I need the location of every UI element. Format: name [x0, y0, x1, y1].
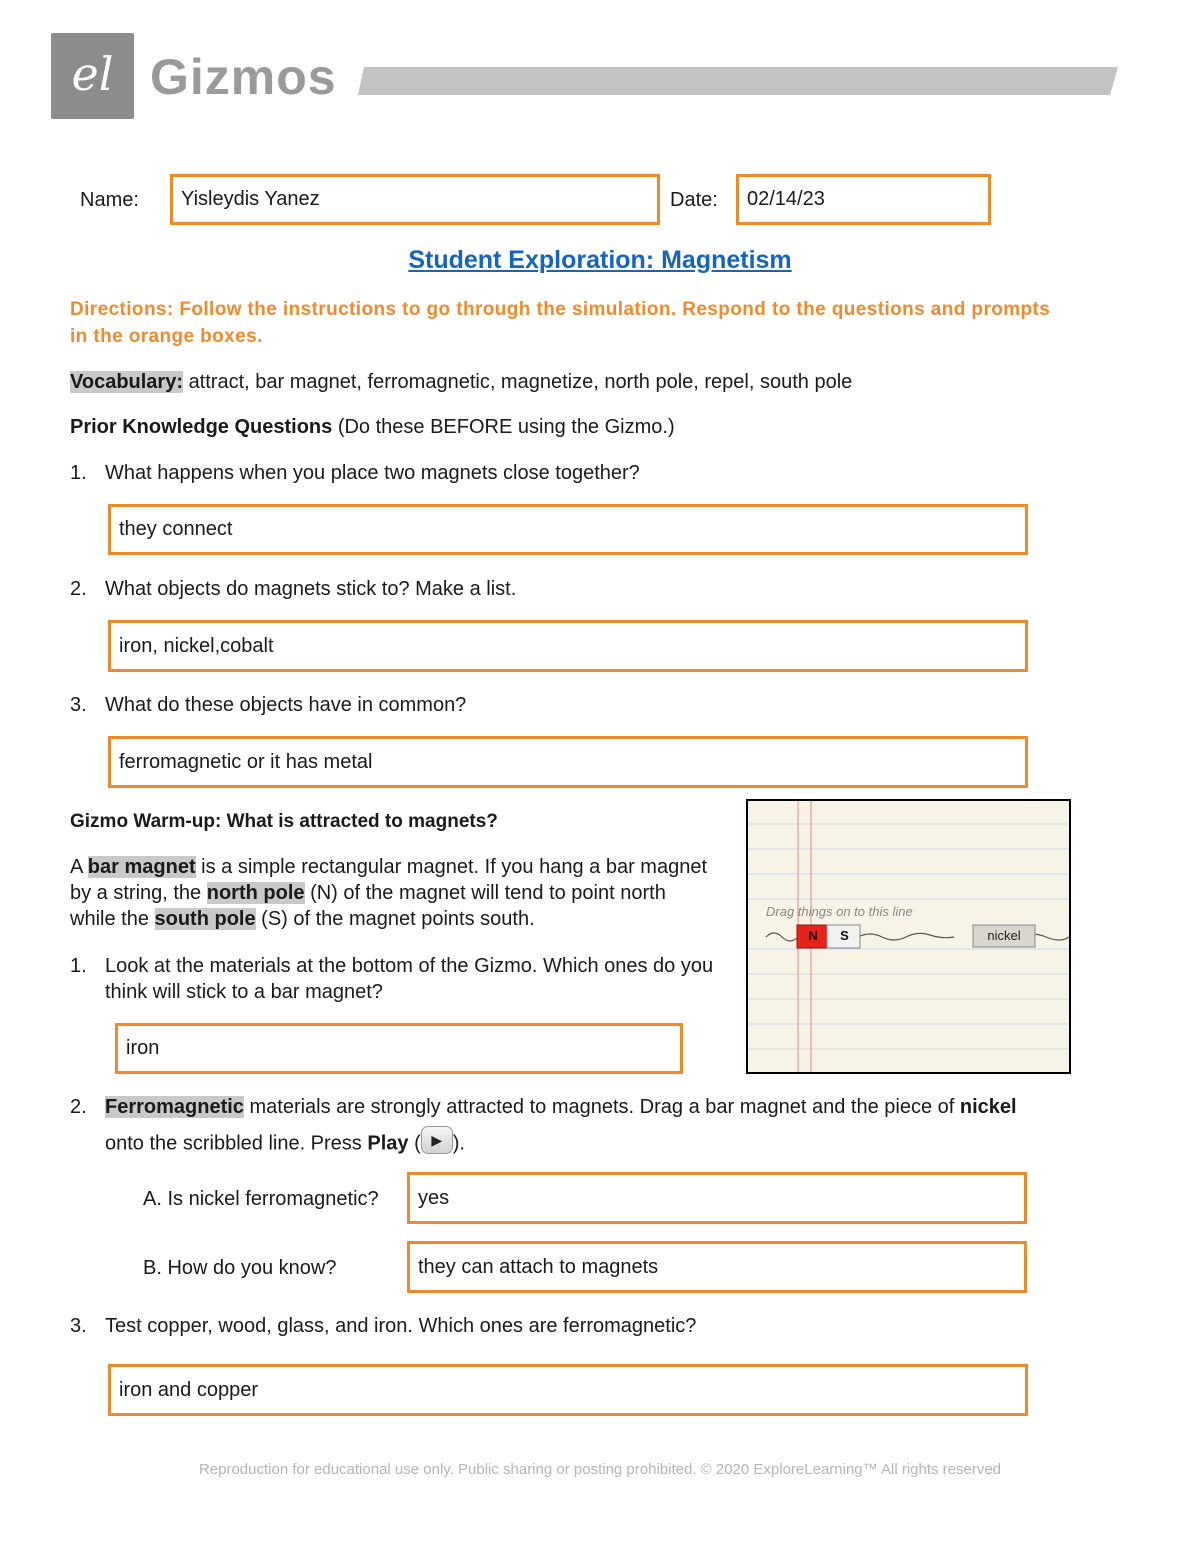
warmup-question-2-line1: Ferromagnetic materials are strongly attracted to magnets. Drag a bar magnet and the piece of nickel: [105, 1096, 1017, 1118]
nickel-label: nickel: [987, 928, 1021, 943]
name-label: Name:: [80, 189, 139, 211]
question-number: 2.: [70, 1096, 87, 1118]
gizmos-brand: Gizmos: [150, 49, 337, 105]
term-ferromagnetic: Ferromagnetic: [105, 1096, 244, 1118]
warmup-answer-3[interactable]: iron and copper: [108, 1364, 1028, 1416]
date-label: Date:: [670, 189, 718, 211]
prior-answer-1[interactable]: they connect: [108, 504, 1028, 555]
warmup-question-2-line2: onto the scribbled line. Press Play ( ▶ ).: [105, 1130, 465, 1158]
warmup-question-1: Look at the materials at the bottom of the Gizmo. Which ones do you think will stick to a bar magnet?: [105, 955, 714, 1003]
warmup-paragraph: A bar magnet is a simple rectangular magnet. If you hang a bar magnet by a string, the north pole (N) of the magnet will tend to point north while the south pole (S) of the magnet points south.: [70, 856, 708, 930]
prior-knowledge-heading: Prior Knowledge Questions (Do these BEFORE using the Gizmo.): [70, 416, 675, 438]
term-bar-magnet: bar magnet: [87, 856, 196, 878]
answer-2a[interactable]: yes: [407, 1172, 1027, 1224]
footer-copyright: Reproduction for educational use only. Public sharing or posting prohibited. © 2020 ExploreLearning™ All rights reserved: [198, 1461, 1002, 1478]
vocabulary-label: Vocabulary:: [70, 371, 183, 393]
question-number: 2.: [70, 578, 87, 600]
prior-question-3: What do these objects have in common?: [105, 694, 467, 716]
date-field[interactable]: 02/14/23: [736, 174, 991, 225]
warmup-question-3: Test copper, wood, glass, and iron. Which ones are ferromagnetic?: [105, 1315, 697, 1337]
question-number: 1.: [70, 462, 87, 484]
header-bar: [358, 67, 1118, 95]
warmup-answer-1[interactable]: iron: [115, 1023, 683, 1074]
explorelearning-logo: el: [51, 33, 134, 119]
question-number: 3.: [70, 1315, 87, 1337]
north-label: N: [808, 928, 818, 943]
name-field[interactable]: Yisleydis Yanez: [170, 174, 660, 225]
question-number: 3.: [70, 694, 87, 716]
vocabulary: [70, 369, 852, 395]
question-2b-label: B. How do you know?: [143, 1257, 337, 1279]
prior-answer-3[interactable]: ferromagnetic or it has metal: [108, 736, 1028, 788]
south-label: S: [840, 928, 849, 943]
play-icon: ▶: [421, 1126, 453, 1154]
gizmo-simulation-screenshot: [746, 799, 1071, 1074]
term-north-pole: north pole: [206, 882, 305, 904]
page-title: Student Exploration: Magnetism: [408, 246, 792, 274]
question-2a-label: A. Is nickel ferromagnetic?: [143, 1188, 379, 1210]
term-south-pole: south pole: [154, 908, 256, 930]
warmup-heading: Gizmo Warm-up: What is attracted to magnets?: [70, 811, 498, 832]
prior-question-2: What objects do magnets stick to? Make a list.: [105, 578, 517, 600]
vocabulary-terms: attract, bar magnet, ferromagnetic, magnetize, north pole, repel, south pole: [188, 371, 853, 393]
directions: Directions: Follow the instructions to go through the simulation. Respond to the questions and prompts in the orange boxes.: [70, 299, 1051, 347]
prior-question-1: What happens when you place two magnets close together?: [105, 462, 640, 484]
question-number: 1.: [70, 955, 87, 977]
simulation-hint: Drag things on to this line: [766, 904, 913, 919]
answer-2b[interactable]: they can attach to magnets: [407, 1241, 1027, 1293]
prior-answer-2[interactable]: iron, nickel,cobalt: [108, 620, 1028, 672]
